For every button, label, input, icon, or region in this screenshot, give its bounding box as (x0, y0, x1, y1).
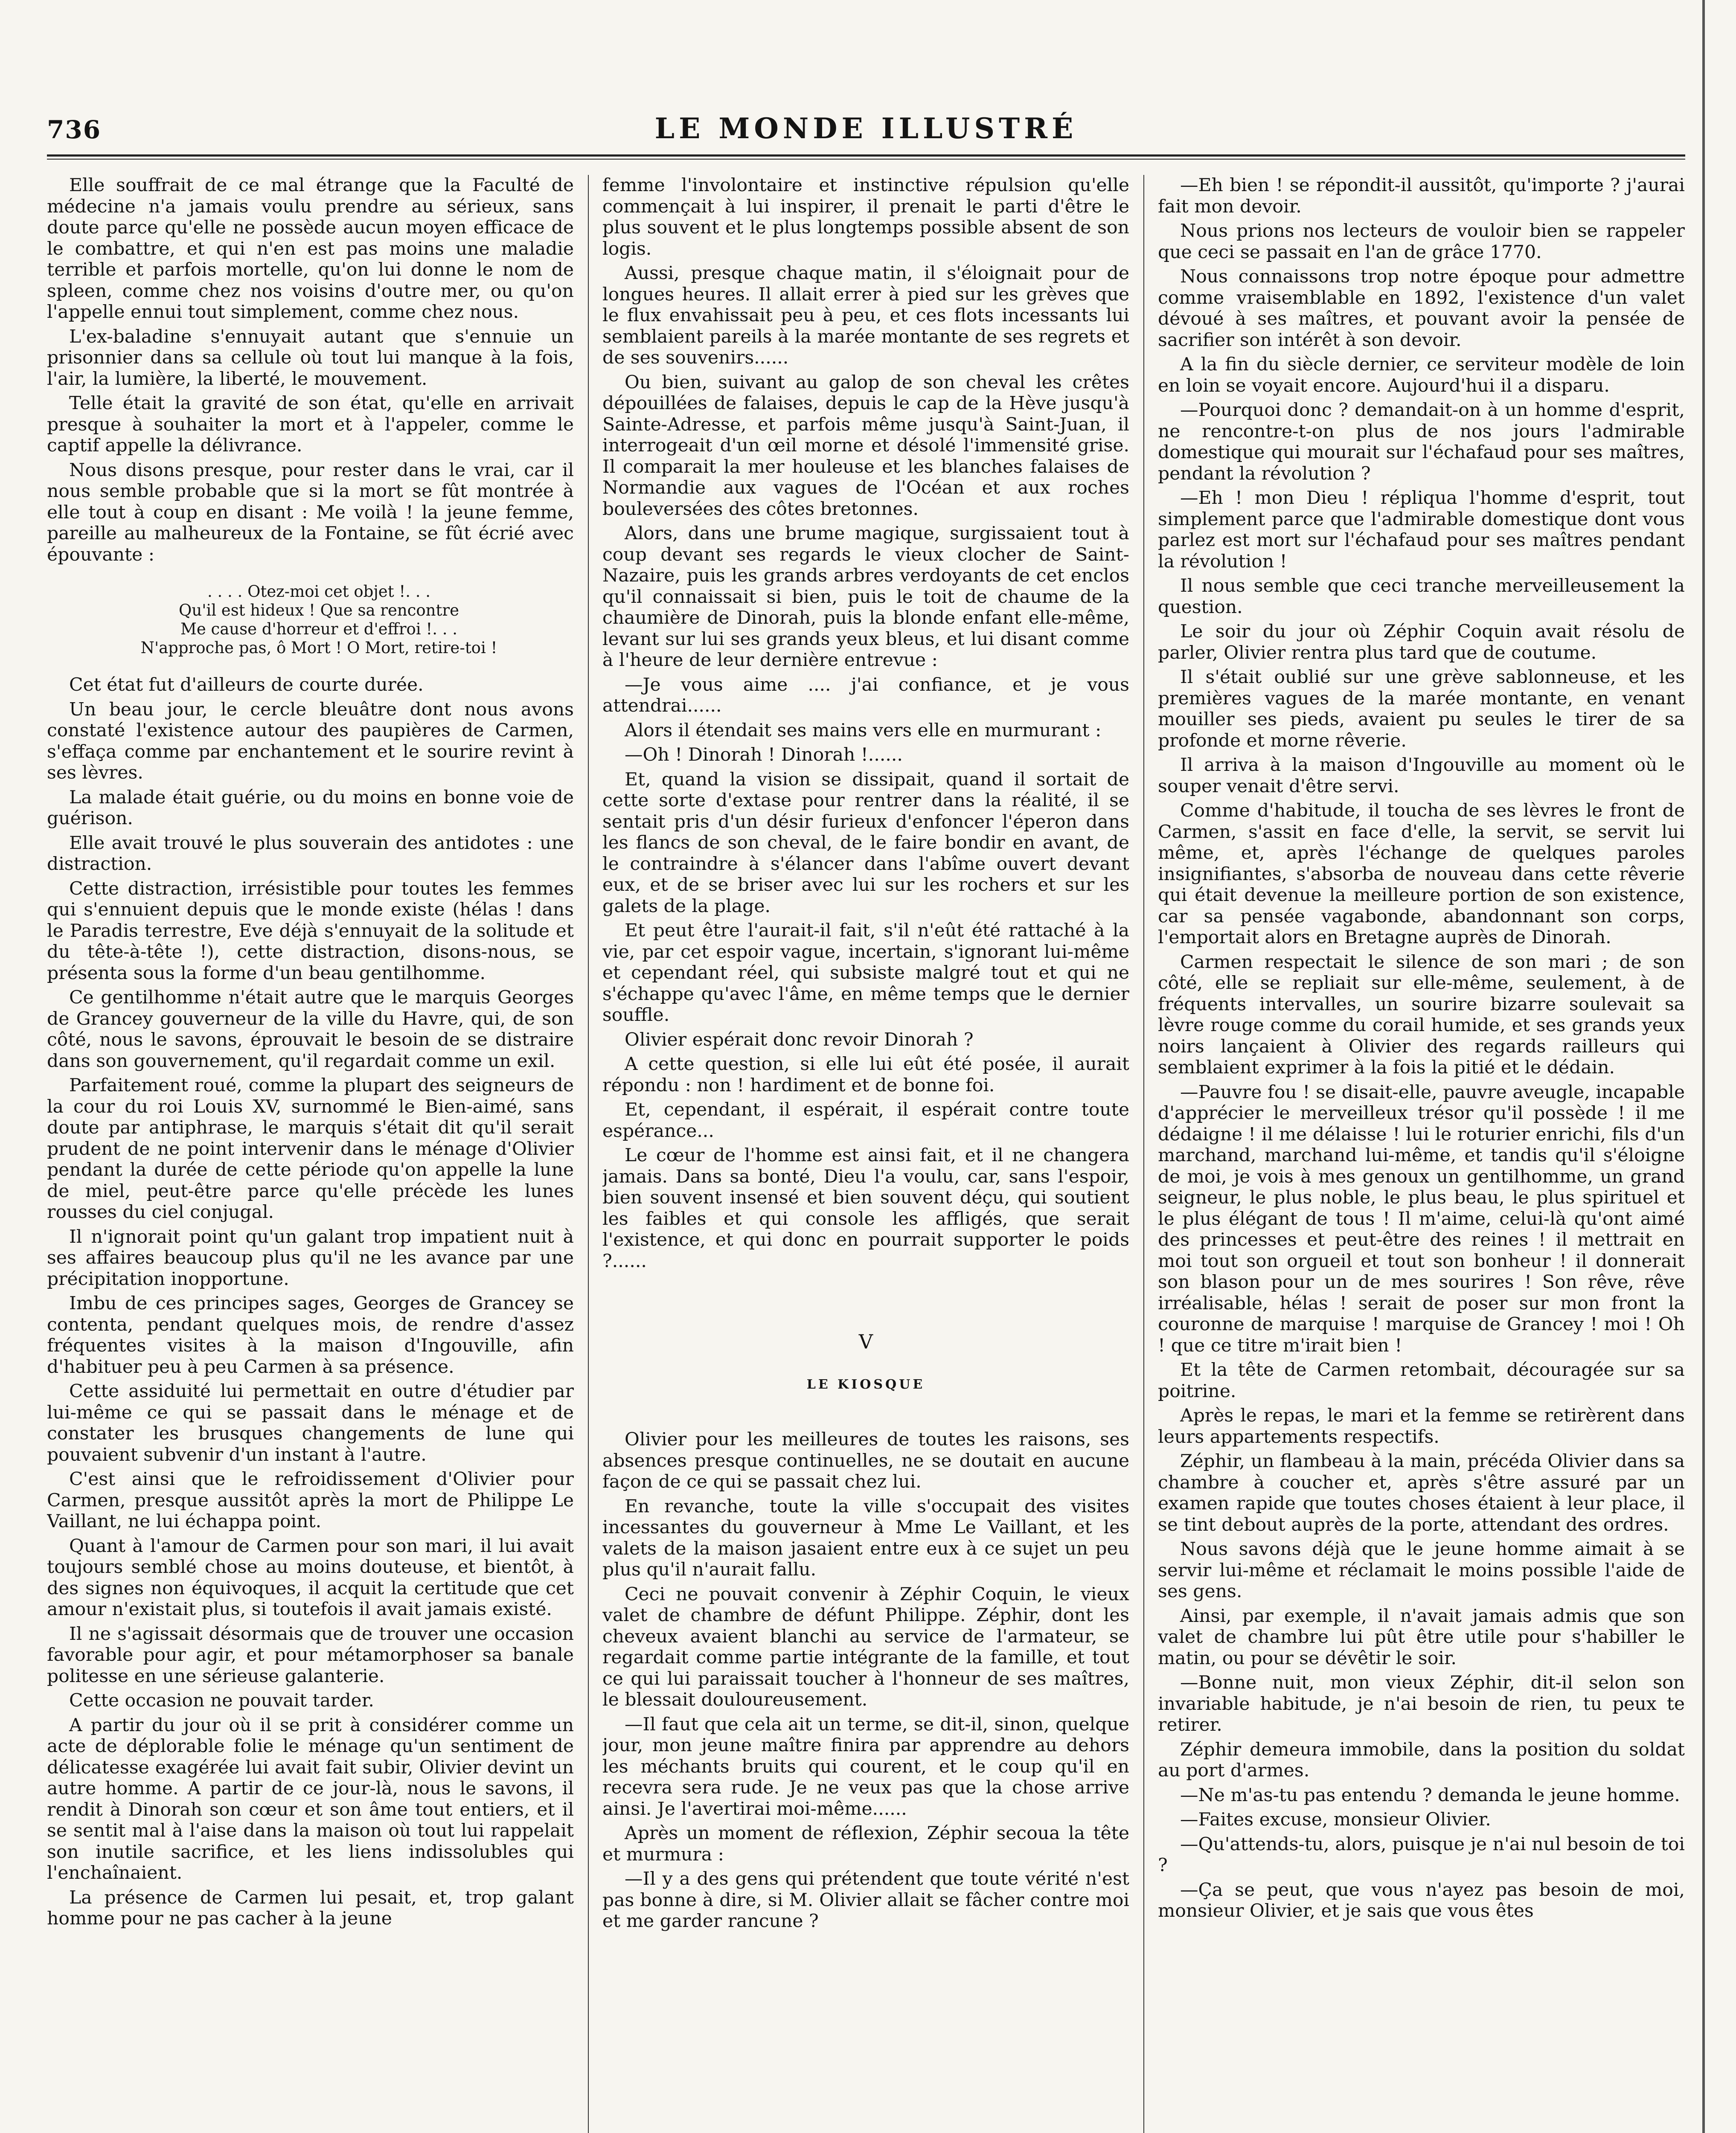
paragraph: —Ne m'as-tu pas entendu ? demanda le jeune homme. (1180, 1784, 1680, 1806)
paragraph: La malade était guérie, ou du moins en bonne voie de guérison. (47, 787, 574, 829)
header-rule (47, 154, 1685, 157)
paragraph: Le soir du jour où Zéphir Coquin avait résolu de parler, Olivier rentra plus tard que de coutume. (1158, 621, 1685, 663)
column-divider (588, 175, 589, 2133)
paragraph: Imbu de ces principes sages, Georges de Grancey se contenta, pendant quelques mois, de rendre d'assez fréquentes visites à la maison d'Ingouville, afin d'habituer peu à peu Carmen à sa présence. (47, 1293, 574, 1377)
paragraph: femme l'involontaire et instinctive répulsion qu'elle commençait à lui inspirer, il prenait le parti d'être le plus souvent et le plus longtemps possible absent de son logis. (602, 175, 1129, 259)
paragraph: Le cœur de l'homme est ainsi fait, et il ne changera jamais. Dans sa bonté, Dieu l'a voulu, car, sans l'espoir, bien souvent insensé et bien souvent déçu, qui soutient les faibles et qui console les affligés, que serait l'existence, et qui donc en pourrait supporter le poids ?...... (602, 1145, 1129, 1272)
paragraph: Nous connaissons trop notre époque pour admettre comme vraisemblable en 1892, l'existence d'un valet dévoué à ses maîtres, et pouvant avoir la pensée de sacrifier son intérêt à son devoir. (1158, 266, 1685, 351)
paragraph: La présence de Carmen lui pesait, et, trop galant homme pour ne pas cacher à la jeune (47, 1887, 574, 1929)
paragraph: C'est ainsi que le refroidissement d'Olivier pour Carmen, presque aussitôt après la mort de Philippe Le Vaillant, ne lui échappa point. (47, 1469, 574, 1532)
paragraph: Ainsi, par exemple, il n'avait jamais admis que son valet de chambre lui pût être utile pour s'habiller le matin, ou pour se dévêtir le soir. (1158, 1605, 1685, 1669)
paragraph: —Bonne nuit, mon vieux Zéphir, dit-il selon son invariable habitude, je n'ai besoin de rien, tu peux te retirer. (1158, 1672, 1685, 1735)
paragraph: Zéphir, un flambeau à la main, précéda Olivier dans sa chambre à coucher et, après s'être assuré par un examen rapide que toutes choses étaient à leur place, il se tint debout auprès de la porte, attendant des ordres. (1158, 1451, 1685, 1535)
paragraph: —Je vous aime .... j'ai confiance, et je vous attendrai...... (602, 674, 1129, 716)
paragraph: Olivier pour les meilleures de toutes les raisons, ses absences presque continuelles, ne se doutait en aucune façon de ce qui se passait chez lui. (602, 1429, 1129, 1492)
paragraph: Après un moment de réflexion, Zéphir secoua la tête et murmura : (602, 1823, 1129, 1865)
paragraph: —Pourquoi donc ? demandait-on à un homme d'esprit, ne rencontre-t-on plus de nos jours l'admirable domestique qui mourait sur l'échafaud pour ses maîtres, pendant la révolution ? (1158, 400, 1685, 484)
paragraph: —Pauvre fou ! se disait-elle, pauvre aveugle, incapable d'apprécier le merveilleux trésor qu'il possède ! il me dédaigne ! il me délaisse ! lui le roturier enrichi, fils d'un marchand, marchand lui-même, et tandis qu'il s'éloigne de moi, je vois à mes genoux un gentilhomme, un grand seigneur, le plus noble, le plus beau, le plus spirituel et le plus élégant de tous ! Il m'aime, celui-là qu'ont aimé des princesses et peut-être des reines ! il mettrait en moi tout son orgueil et tout son bonheur ! il donnerait son blason pour un de mes sourires ! Son rêve, rêve irréalisable, hélas ! serait de poser sur mon front la couronne de marquise ! marquise de Grancey ! moi ! Oh ! que ce titre m'irait bien ! (1158, 1081, 1685, 1356)
poem-line: N'approche pas, ô Mort ! O Mort, retire-toi ! (140, 639, 497, 657)
paragraph: Telle était la gravité de son état, qu'elle en arrivait presque à souhaiter la mort et à l'appeler, comme le captif appelle la délivrance. (47, 393, 574, 456)
paragraph: Cette distraction, irrésistible pour toutes les femmes qui s'ennuient depuis que le monde existe (hélas ! dans le Paradis terrestre, Eve déjà s'ennuyait de la solitude et du tête-à-tête !), cette distraction, disons-nous, se présenta sous la forme d'un beau gentilhomme. (47, 878, 574, 984)
page-header (47, 107, 1685, 154)
paragraph: A partir du jour où il se prit à considérer comme un acte de déplorable folie le ménage qu'un sentiment de délicatesse exagérée lui avait fait subir, Olivier devint un autre homme. A partir de ce jour-là, nous le savons, il rendit à Dinorah son cœur et son âme tout entiers, et il se sentit mal à l'aise dans la maison où tout lui rappelait son inutile sacrifice, et les liens indissolubles qui l'enchaînaient. (47, 1715, 574, 1883)
paragraph: —Qu'attends-tu, alors, puisque je n'ai nul besoin de toi ? (1158, 1834, 1685, 1876)
paragraph: L'ex-baladine s'ennuyait autant que s'ennuie un prisonnier dans sa cellule où tout lui manque à la fois, l'air, la lumière, la liberté, le mouvement. (47, 326, 574, 389)
paragraph: Comme d'habitude, il toucha de ses lèvres le front de Carmen, s'assit en face d'elle, la servit, se servit lui même, et, après l'échange de quelques paroles insignifiantes, s'absorba de nouveau dans cette rêverie qui était devenue la meilleure portion de son existence, car sa pensée vagabonde, abandonnant son corps, l'emportait alors en Bretagne auprès de Dinorah. (1158, 800, 1685, 948)
paragraph: Parfaitement roué, comme la plupart des seigneurs de la cour du roi Louis XV, surnommé le Bien-aimé, sans doute par antiphrase, le marquis s'était dit qu'il serait prudent de ne point intervenir dans le ménage d'Olivier pendant la durée de cette période qu'on appelle la lune de miel, peut-être parce qu'elle précède les lunes rousses du ciel conjugal. (47, 1075, 574, 1223)
paragraph: A cette question, si elle lui eût été posée, il aurait répondu : non ! hardiment et de bonne foi. (602, 1054, 1129, 1096)
paragraph: Cet état fut d'ailleurs de courte durée. (69, 674, 424, 695)
masthead-title: LE MONDE ILLUSTRÉ (654, 112, 1078, 145)
paragraph: Il n'ignorait point qu'un galant trop impatient nuit à ses affaires beaucoup plus qu'il ne les avance par une précipitation inopportune. (47, 1226, 574, 1290)
paragraph: Il nous semble que ceci tranche merveilleusement la question. (1158, 575, 1685, 618)
poem-line: Me cause d'horreur et d'effroi !. . . (180, 620, 458, 638)
paragraph: —Oh ! Dinorah ! Dinorah !...... (625, 744, 903, 765)
paragraph: Un beau jour, le cercle bleuâtre dont nous avons constaté l'existence autour des paupières de Carmen, s'effaça comme par enchantement et le sourire revint à ses lèvres. (47, 699, 574, 783)
page-number: 736 (47, 115, 102, 144)
paragraph: Il s'était oublié sur une grève sablonneuse, et les premières vagues de la marée montante, en venant mouiller ses pieds, avaient pu seules le tirer de sa profonde et morne rêverie. (1158, 667, 1685, 751)
paragraph: A la fin du siècle dernier, ce serviteur modèle de loin en loin se voyait encore. Aujourd'hui il a disparu. (1158, 354, 1685, 396)
paragraph: Aussi, presque chaque matin, il s'éloignait pour de longues heures. Il allait errer à pied sur les grèves que le flux envahissait peu à peu, et ces flots incessants lui semblaient pareils à la marée montante de ses regrets et de ses souvenirs...... (602, 263, 1129, 368)
paragraph: Elle avait trouvé le plus souverain des antidotes : une distraction. (47, 832, 574, 875)
text-column-2 (602, 175, 1129, 2133)
paragraph: Et, cependant, il espérait, il espérait contre toute espérance... (602, 1099, 1129, 1142)
column-divider (1143, 175, 1144, 2133)
paragraph: Et, quand la vision se dissipait, quand il sortait de cette sorte d'extase pour rentrer dans la réalité, il se sentait pris d'un désir furieux d'enfoncer l'éperon dans les flancs de son cheval, de le faire bondir en avant, de le contraindre à s'élancer dans l'abîme ouvert devant eux, et de se briser avec lui sur les rochers et sur les galets de la plage. (602, 769, 1129, 917)
paragraph: —Ça se peut, que vous n'ayez pas besoin de moi, monsieur Olivier, et je sais que vous êtes (1158, 1879, 1685, 1921)
poem-line: Qu'il est hideux ! Que sa rencontre (179, 601, 459, 619)
paragraph: Nous prions nos lecteurs de vouloir bien se rappeler que ceci se passait en l'an de grâce 1770. (1158, 221, 1685, 263)
paragraph: Alors il étendait ses mains vers elle en murmurant : (625, 720, 1102, 741)
paragraph: Il ne s'agissait désormais que de trouver une occasion favorable pour agir, et pour métamorphoser sa banale politesse en une sérieuse galanterie. (47, 1623, 574, 1687)
paragraph: Nous savons déjà que le jeune homme aimait à se servir lui-même et réclamait le moins possible l'aide de ses gens. (1158, 1539, 1685, 1602)
paragraph: Ce gentilhomme n'était autre que le marquis Georges de Grancey gouverneur de la ville du Havre, qui, de son côté, nous le savons, éprouvait le besoin de se distraire dans son gouvernement, qu'il regardait comme un exil. (47, 987, 574, 1072)
paragraph: Zéphir demeura immobile, dans la position du soldat au port d'armes. (1158, 1739, 1685, 1781)
header-rule-thin (47, 159, 1685, 160)
paragraph: Elle souffrait de ce mal étrange que la Faculté de médecine n'a jamais voulu prendre au sérieux, sans doute parce qu'elle ne possède aucun moyen efficace de le combattre, et qui n'en est pas moins une maladie terrible et parfois mortelle, qu'on lui donne le nom de spleen, comme chez nos voisins d'outre mer, ou qu'on l'appelle ennui tout simplement, comme chez nous. (47, 175, 574, 323)
text-column-1 (47, 175, 574, 2133)
section-number: V (858, 1330, 873, 1353)
paragraph: Et la tête de Carmen retombait, découragée sur sa poitrine. (1158, 1360, 1685, 1402)
paragraph: Quant à l'amour de Carmen pour son mari, il lui avait toujours semblé chose au moins douteuse, et bientôt, à des signes non équivoques, il acquit la certitude que cet amour n'existait plus, si toutefois il avait jamais existé. (47, 1535, 574, 1620)
paragraph: —Il faut que cela ait un terme, se dit-il, sinon, quelque jour, mon jeune maître finira par apprendre au dehors les méchants bruits qui courent, et le coup qu'il en recevra sera rude. Je ne veux pas que la chose arrive ainsi. Je l'avertirai moi-même...... (602, 1714, 1129, 1819)
paragraph: Cette assiduité lui permettait en outre d'étudier par lui-même ce qui se passait dans le ménage et de constater les brusques changements de lune qui pouvaient subvenir d'un instant à l'autre. (47, 1381, 574, 1465)
text-column-3 (1158, 175, 1685, 2133)
paragraph: —Faites excuse, monsieur Olivier. (1180, 1809, 1491, 1830)
paragraph: —Il y a des gens qui prétendent que toute vérité n'est pas bonne à dire, si M. Olivier allait se fâcher contre moi et me garder rancune ? (602, 1869, 1129, 1932)
paragraph: Nous disons presque, pour rester dans le vrai, car il nous semble probable que si la mort se fût montrée à elle tout à coup en disant : Me voilà ! la jeune femme, pareille au malheureux de la Fontaine, se fût écrié avec épouvante : (47, 459, 574, 565)
paragraph: Alors, dans une brume magique, surgissaient tout à coup devant ses regards le vieux clocher de Saint-Nazaire, puis les grands arbres verdoyants de cet enclos qu'il connaissait si bien, puis le toit de chaume de la chaumière de Dinorah, puis la blonde enfant elle-même, levant sur lui ses grands yeux bleus, et lui disant comme à l'heure de leur dernière entrevue : (602, 523, 1129, 671)
paragraph: Il arriva à la maison d'Ingouville au moment où le souper venait d'être servi. (1158, 755, 1685, 797)
paragraph: En revanche, toute la ville s'occupait des visites incessantes du gouverneur à Mme Le Vaillant, et les valets de la maison jasaient entre eux à ce sujet un peu plus qu'il n'aurait fallu. (602, 1496, 1129, 1580)
paragraph: Et peut être l'aurait-il fait, s'il n'eût été rattaché à la vie, par cet espoir vague, incertain, s'ignorant lui-même et cependant réel, qui subsiste malgré tout et qui ne s'échappe qu'avec l'âme, en même temps que le dernier souffle. (602, 920, 1129, 1026)
paragraph: —Eh ! mon Dieu ! répliqua l'homme d'esprit, tout simplement parce que l'admirable domestique dont vous parlez est mort sur l'échafaud pour ses maîtres pendant la révolution ! (1158, 488, 1685, 572)
poem-quote (64, 582, 574, 657)
paragraph: —Eh bien ! se répondit-il aussitôt, qu'importe ? j'aurai fait mon devoir. (1158, 175, 1685, 217)
paragraph: Cette occasion ne pouvait tarder. (69, 1690, 374, 1711)
poem-line: . . . . Otez-moi cet objet !. . . (207, 582, 431, 601)
section-title: LE KIOSQUE (806, 1377, 925, 1392)
paragraph: Après le repas, le mari et la femme se retirèrent dans leurs appartements respectifs. (1158, 1405, 1685, 1447)
page-edge-border (1702, 0, 1705, 2133)
paragraph: Ceci ne pouvait convenir à Zéphir Coquin, le vieux valet de chambre de défunt Philippe. Zéphir, dont les cheveux avaient blanchi au service de l'armateur, se regardait comme partie intégrante de la famille, et tout ce qui lui paraissait toucher à l'honneur de ses maîtres, le blessait douloureusement. (602, 1584, 1129, 1710)
paragraph: Carmen respectait le silence de son mari ; de son côté, elle se repliait sur elle-même, seulement, à de fréquents intervalles, un sourire bizarre soulevait sa lèvre rouge comme du corail humide, et ses grands yeux noirs lançaient à Olivier des regards railleurs qui semblaient exprimer à la fois la pitié et le dédain. (1158, 951, 1685, 1078)
paragraph: Ou bien, suivant au galop de son cheval les crêtes dépouillées de falaises, depuis le cap de la Hève jusqu'à Sainte-Adresse, et parfois même jusqu'à Saint-Juan, il interrogeait d'un œil morne et désolé l'immensité grise. Il comparait la mer houleuse et les blanches falaises de Normandie aux vagues de l'Océan et aux roches bouleversées des côtes bretonnes. (602, 372, 1129, 520)
paragraph: Olivier espérait donc revoir Dinorah ? (625, 1029, 974, 1050)
